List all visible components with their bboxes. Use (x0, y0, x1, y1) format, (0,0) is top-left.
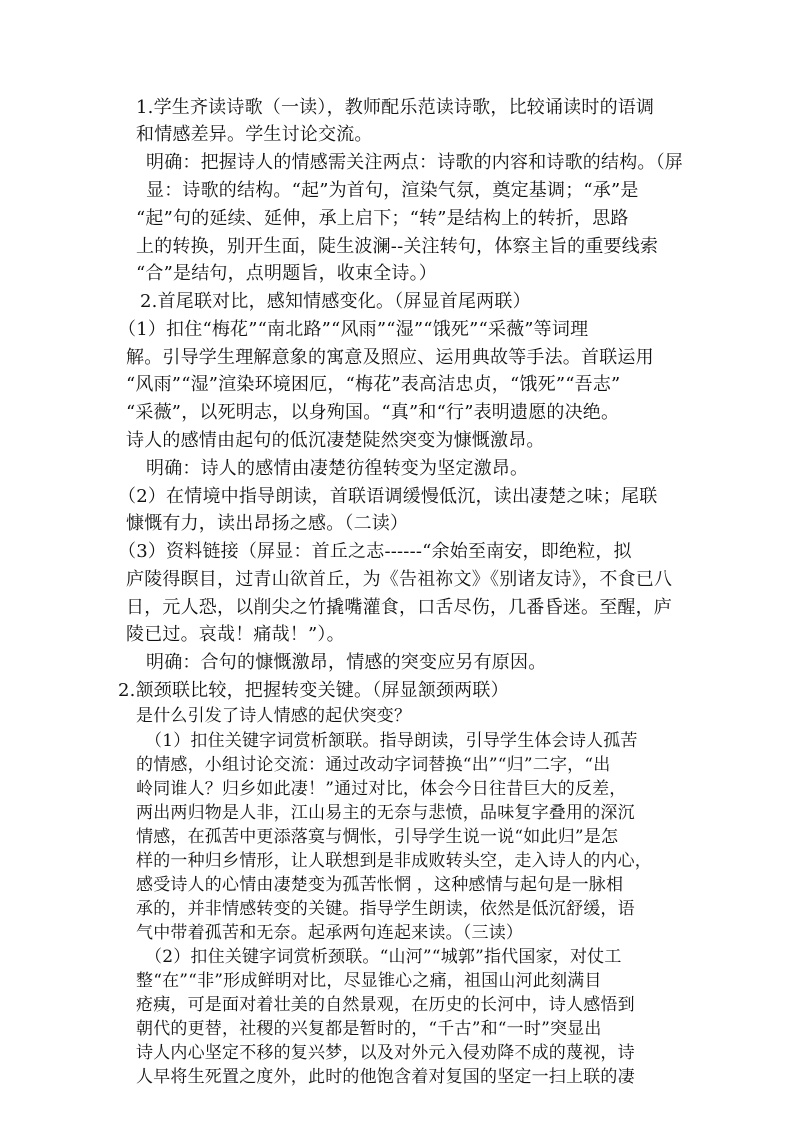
text-line: 疮痍，可是面对着壮美的自然景观，在历史的长河中，诗人感悟到 (136, 995, 635, 1015)
text-line: 承的，并非情感转变的关键。指导学生朗读，依然是低沉舒缓，语 (136, 899, 635, 919)
text-line: 2.颔颈联比较，把握转变关键。（屏显颔颈两联） (118, 680, 509, 701)
text-line: 显：诗歌的结构。“起”为首句，渲染气氛，奠定基调；“承”是 (146, 180, 639, 201)
text-line: 庐陵得瞑目，过青山欲首丘，为《告祖祢文》《别诸友诗》，不食已八 (126, 569, 673, 590)
text-line: 情感，在孤苦中更添落寞与惆怅，引导学生说一说“如此归”是怎 (136, 827, 619, 847)
text-line: 朝代的更替，社稷的兴复都是暂时的，“千古”和“一时”突显出 (136, 1019, 602, 1039)
text-line: 样的一种归乡情形，让人联想到是非成败转头空，走入诗人的内心， (136, 851, 652, 871)
text-line: “风雨”“湿”渲染环境困厄，“梅花”表高洁忠贞，“饿死”“吾志” (126, 374, 621, 395)
text-line: 感受诗人的心情由凄楚变为孤苦怅惘 ，这种感情与起句是一脉相 (136, 875, 624, 895)
text-line: 1.学生齐读诗歌（一读），教师配乐范读诗歌，比较诵读时的语调 (136, 97, 655, 118)
text-line: 整“在”“非”形成鲜明对比，尽显锥心之痛，祖国山河此刻满目 (136, 971, 602, 991)
text-line: 解。引导学生理解意象的寓意及照应、运用典故等手法。首联运用 (126, 347, 654, 368)
text-line: “合”是结句，点明题旨，收束全诗。） (136, 263, 438, 284)
text-line: 两出两归物是人非，江山易主的无奈与悲愤，品味复字叠用的深沉 (136, 803, 635, 823)
text-line: 明确：诗人的感情由凄楚彷徨转变为坚定激昂。 (146, 458, 529, 479)
text-line: 上的转换，别开生面，陡生波澜--关注转句，体察主旨的重要线索 (136, 236, 659, 257)
text-line: （1）扣住关键字词赏析颔联。指导朗读，引导学生体会诗人孤苦 (145, 731, 638, 751)
text-line: （3）资料链接（屏显：首丘之志------“余始至南安，即绝粒，拟 (118, 541, 632, 562)
text-line: 诗人内心坚定不移的复兴梦，以及对外元入侵劝降不成的蔑视，诗 (136, 1043, 635, 1063)
text-line: 日，元人恐，以削尖之竹撬嘴灌食，口舌尽伤，几番昏迷。至醒，庐 (126, 597, 672, 618)
text-line: （2）在情境中指导朗读，首联语调缓慢低沉，读出凄楚之味；尾联 (118, 486, 658, 507)
text-line: 人早将生死置之度外，此时的他饱含着对复国的坚定一扫上联的凄 (136, 1067, 635, 1087)
text-line: 慷慨有力，读出昂扬之感。（二读） (126, 513, 409, 534)
text-line: 明确：合句的慷慨激昂，情感的突变应另有原因。 (146, 652, 547, 673)
text-line: （2）扣住关键字词赏析颈联。“山河”“城郭”指代国家，对仗工 (145, 947, 622, 967)
text-line: 陵已过。哀哉！痛哉！”）。 (126, 624, 345, 645)
text-line: “采薇”，以死明志，以身殉国。“真”和“行”表明遗愿的决绝。 (126, 402, 620, 423)
text-line: 的情感，小组讨论交流：通过改动字词替换“出”“归”二字，“出 (136, 755, 611, 775)
text-line: “起”句的延续、延伸，承上启下；“转”是结构上的转折，思路 (136, 208, 629, 229)
text-line: 气中带着孤苦和无奈。起承两句连起来读。（三读） (136, 923, 524, 943)
text-line: 是什么引发了诗人情感的起伏突变？ (136, 706, 412, 726)
text-line: 2.首尾联对比，感知情感变化。（屏显首尾两联） (140, 291, 531, 312)
text-line: 诗人的感情由起句的低沉凄楚陡然突变为慷慨激昂。 (126, 430, 545, 451)
text-line: 和情感差异。学生讨论交流。 (136, 124, 373, 145)
text-line: 岭同谁人？归乡如此凄！”通过对比，体会今日往昔巨大的反差， (136, 779, 627, 799)
text-line: 明确：把握诗人的情感需关注两点：诗歌的内容和诗歌的结构。（屏 (146, 152, 683, 173)
text-line: （1）扣住“梅花”“南北路”“风雨”“湿”“饿死”“采薇”等词理 (118, 319, 589, 340)
